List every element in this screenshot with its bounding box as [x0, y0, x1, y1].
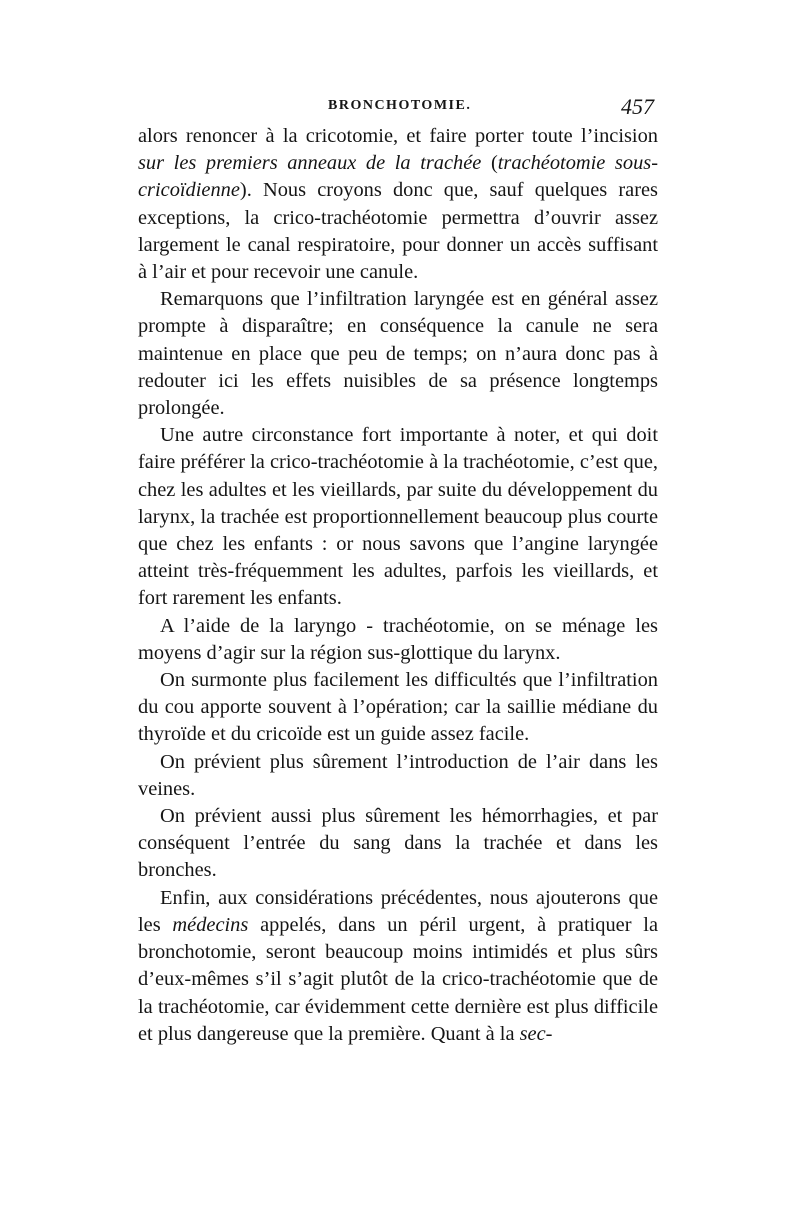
text-span: Une autre circonstance fort importante à noter, et qui doit faire préférer la crico-trachéotomie à la trachéotomie, c’est que, chez les adultes et les vieillards, par suite du développement du larynx, la trachée est proportionnellement beaucoup plus courte que chez les enfants : or nous savons que l’angine laryngée atteint très-fréquemment les adultes, parfois les vieillards, et fort rarement les enfants. — [138, 424, 658, 610]
paragraph — [138, 749, 658, 803]
page-number: 457 — [621, 94, 654, 119]
text-span: Enfin, aux considérations précédentes, nous ajouterons que les — [138, 886, 658, 936]
paragraph — [138, 667, 658, 749]
paragraph — [138, 613, 658, 667]
text-span: Remarquons que l’infiltration laryngée est en général assez prompte à disparaître; en conséquence la canule ne sera maintenue en place que peu de temps; on n’aura donc pas à redouter ici les effets nuisibles de sa présence longtemps prolongée. — [138, 288, 658, 420]
paragraph — [138, 885, 658, 1048]
paragraph — [138, 803, 658, 885]
page-header — [138, 94, 658, 124]
text-span: ( — [481, 152, 498, 175]
paragraph — [138, 123, 658, 286]
text-span: appelés, dans un péril urgent, à pratiquer la bronchotomie, seront beaucoup moins intimidés et plus sûrs d’eux-mêmes s’il s’agit plutôt de la crico-trachéotomie que de la trachéotomie, car évidemment cette dernière est plus difficile et plus dangereuse que la première. Quant à la — [138, 913, 658, 1045]
text-span: On surmonte plus facilement les difficultés que l’infiltration du cou apporte souvent à l’opération; car la saillie médiane du thyroïde et du cricoïde est un guide assez facile. — [138, 669, 658, 746]
paragraph — [138, 286, 658, 422]
body-text — [138, 123, 658, 1048]
text-span: On prévient plus sûrement l’introduction de l’air dans les veines. — [138, 750, 658, 800]
italic-span: sur les premiers anneaux de la trachée — [138, 152, 482, 175]
running-title: BRONCHOTOMIE. — [328, 98, 472, 113]
italic-span: sec- — [519, 1022, 553, 1045]
italic-span: médecins — [172, 913, 249, 936]
text-span: On prévient aussi plus sûrement les hémorrhagies, et par conséquent l’entrée du sang dans la trachée et dans les bronches. — [138, 805, 658, 882]
text-span: ). Nous croyons donc que, sauf quelques rares exceptions, la crico-trachéotomie permettra d’ouvrir assez largement le canal respiratoire, pour donner un accès suffisant à l’air et pour recevoir une canule. — [138, 179, 658, 284]
paragraph — [138, 422, 658, 612]
italic-span: trachéotomie sous-cricoïdienne — [138, 152, 658, 202]
text-span: A l’aide de la laryngo - trachéotomie, on se ménage les moyens d’agir sur la région sus-glottique du larynx. — [138, 614, 658, 664]
text-span: alors renoncer à la cricotomie, et faire porter toute l’incision — [138, 125, 658, 147]
